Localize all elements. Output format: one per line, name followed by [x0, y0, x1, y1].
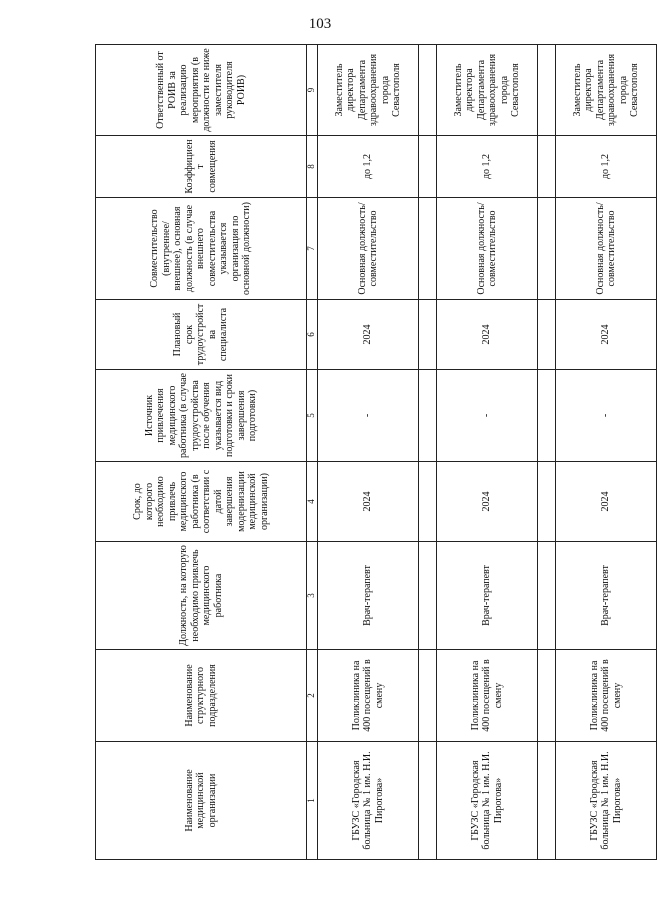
responsible-cell: Заместитель директора Департамента здравоохранения города Севастополя [437, 45, 538, 136]
column-number: 7 [307, 198, 318, 300]
table-frame [95, 45, 640, 860]
table-row [318, 45, 419, 860]
position-cell: Врач-терапевт [318, 542, 419, 650]
planned-term-cell: 2024 [556, 300, 657, 370]
header-cell: Должность, на которую необходимо привлечь медицинского работника [96, 542, 307, 650]
source-cell: - [437, 370, 538, 462]
page-number: 103 [308, 16, 332, 32]
staffing-table [95, 44, 657, 860]
column-number: 2 [307, 650, 318, 742]
column-number: 1 [307, 742, 318, 860]
position-cell: Врач-терапевт [437, 542, 538, 650]
header-cell: Наименование структурного подразделения [96, 650, 307, 742]
header-cell: Источник привлечения медицинского работника (в случае трудоустройства после обучения указывается вид подготовки и сроки завершения подготовки) [96, 370, 307, 462]
column-number: 4 [307, 462, 318, 542]
column-number: 6 [307, 300, 318, 370]
row-gap [538, 45, 556, 860]
position-cell: Врач-терапевт [556, 542, 657, 650]
source-cell: - [318, 370, 419, 462]
row-gap [419, 45, 437, 860]
header-cell: Срок, до которого необходимо привлечь медицинского работника (в соответствии с датой завершения модернизации медицинской организации) [96, 462, 307, 542]
deadline-cell: 2024 [556, 462, 657, 542]
coefficient-cell: до 1,2 [437, 136, 538, 198]
division-cell: Поликлиника на 400 посещений в смену [437, 650, 538, 742]
table-header-row [96, 45, 307, 860]
division-cell: Поликлиника на 400 посещений в смену [556, 650, 657, 742]
table-row [556, 45, 657, 860]
responsible-cell: Заместитель директора Департамента здравоохранения города Севастополя [318, 45, 419, 136]
combination-cell: Основная должность/ совместительство [318, 198, 419, 300]
organization-cell: ГБУЗС «Городская больница № 1 им. Н.И. Пирогова» [437, 742, 538, 860]
header-cell: Коэффициент совмещения [96, 136, 307, 198]
rotated-table-container [95, 45, 640, 860]
organization-cell: ГБУЗС «Городская больница № 1 им. Н.И. Пирогова» [318, 742, 419, 860]
column-number: 9 [307, 45, 318, 136]
planned-term-cell: 2024 [437, 300, 538, 370]
source-cell: - [556, 370, 657, 462]
table-row [437, 45, 538, 860]
combination-cell: Основная должность/ совместительство [437, 198, 538, 300]
responsible-cell: Заместитель директора Департамента здравоохранения города Севастополя [556, 45, 657, 136]
organization-cell: ГБУЗС «Городская больница № 1 им. Н.И. Пирогова» [556, 742, 657, 860]
division-cell: Поликлиника на 400 посещений в смену [318, 650, 419, 742]
header-cell: Плановый срок трудоустройства специалиста [96, 300, 307, 370]
column-number: 5 [307, 370, 318, 462]
planned-term-cell: 2024 [318, 300, 419, 370]
header-cell: Совместительство (внутреннее/внешнее), основная должность (в случае внешнего совместительства указывается организация по основной должности) [96, 198, 307, 300]
header-cell: Наименование медицинской организации [96, 742, 307, 860]
coefficient-cell: до 1,2 [556, 136, 657, 198]
column-number: 3 [307, 542, 318, 650]
coefficient-cell: до 1,2 [318, 136, 419, 198]
column-number: 8 [307, 136, 318, 198]
column-number-row [307, 45, 318, 860]
combination-cell: Основная должность/ совместительство [556, 198, 657, 300]
header-cell: Ответственный от РОИВ за реализацию мероприятия (в должности не ниже заместителя руководителя РОИВ) [96, 45, 307, 136]
deadline-cell: 2024 [437, 462, 538, 542]
deadline-cell: 2024 [318, 462, 419, 542]
